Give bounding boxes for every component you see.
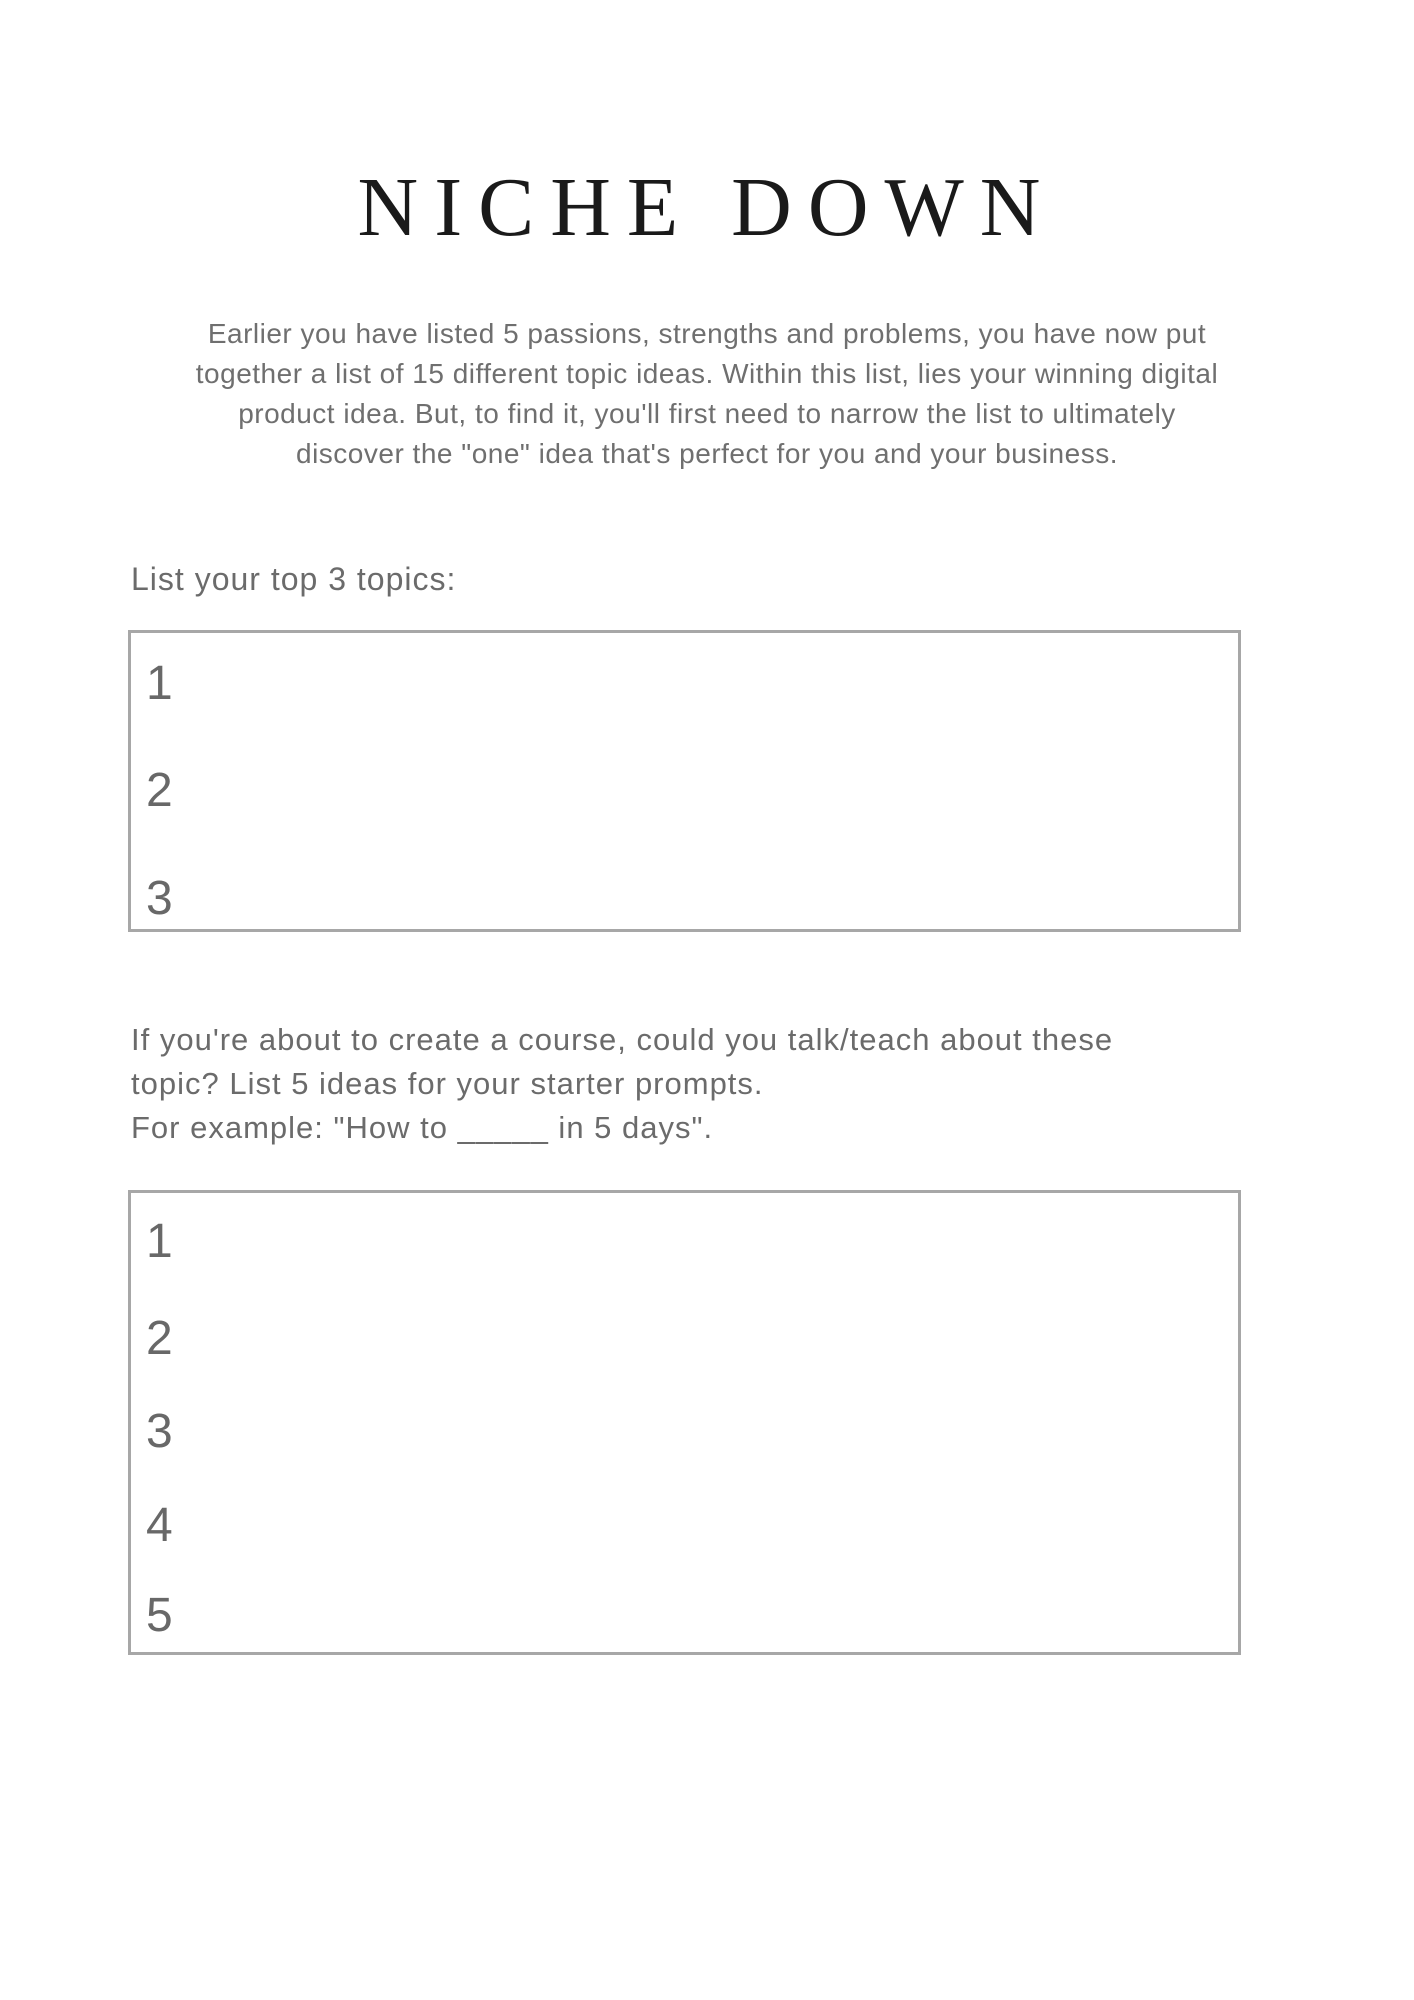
intro-line: together a list of 15 different topic ideas. Within this list, lies your winning digital bbox=[195, 358, 1219, 389]
intro-line: product idea. But, to find it, you'll first need to narrow the list to ultimately bbox=[238, 398, 1176, 429]
intro-line: discover the "one" idea that's perfect for you and your business. bbox=[296, 438, 1118, 469]
course-prompt-line: topic? List 5 ideas for your starter prompts. bbox=[131, 1066, 764, 1101]
course-prompt-line: If you're about to create a course, could you talk/teach about these bbox=[131, 1022, 1114, 1057]
course-prompt-paragraph bbox=[131, 1018, 1113, 1150]
topic-slot-number-2: 2 bbox=[146, 764, 173, 817]
intro-paragraph bbox=[127, 314, 1287, 474]
prompt-slot-number-5: 5 bbox=[146, 1589, 173, 1642]
page-title: NICHE DOWN bbox=[357, 161, 1057, 255]
prompt-slot-number-3: 3 bbox=[146, 1405, 173, 1458]
top-topics-label: List your top 3 topics: bbox=[131, 561, 457, 597]
intro-line: Earlier you have listed 5 passions, strengths and problems, you have now put bbox=[207, 318, 1207, 349]
starter-prompts-box bbox=[128, 1190, 1241, 1655]
prompt-slot-number-1: 1 bbox=[146, 1215, 173, 1268]
topic-slot-number-3: 3 bbox=[146, 872, 173, 925]
course-prompt-line: For example: "How to _____ in 5 days". bbox=[131, 1110, 714, 1145]
prompt-slot-number-2: 2 bbox=[146, 1312, 173, 1365]
topic-slot-number-1: 1 bbox=[146, 657, 173, 710]
top-topics-box bbox=[128, 630, 1241, 932]
prompt-slot-number-4: 4 bbox=[146, 1499, 173, 1552]
